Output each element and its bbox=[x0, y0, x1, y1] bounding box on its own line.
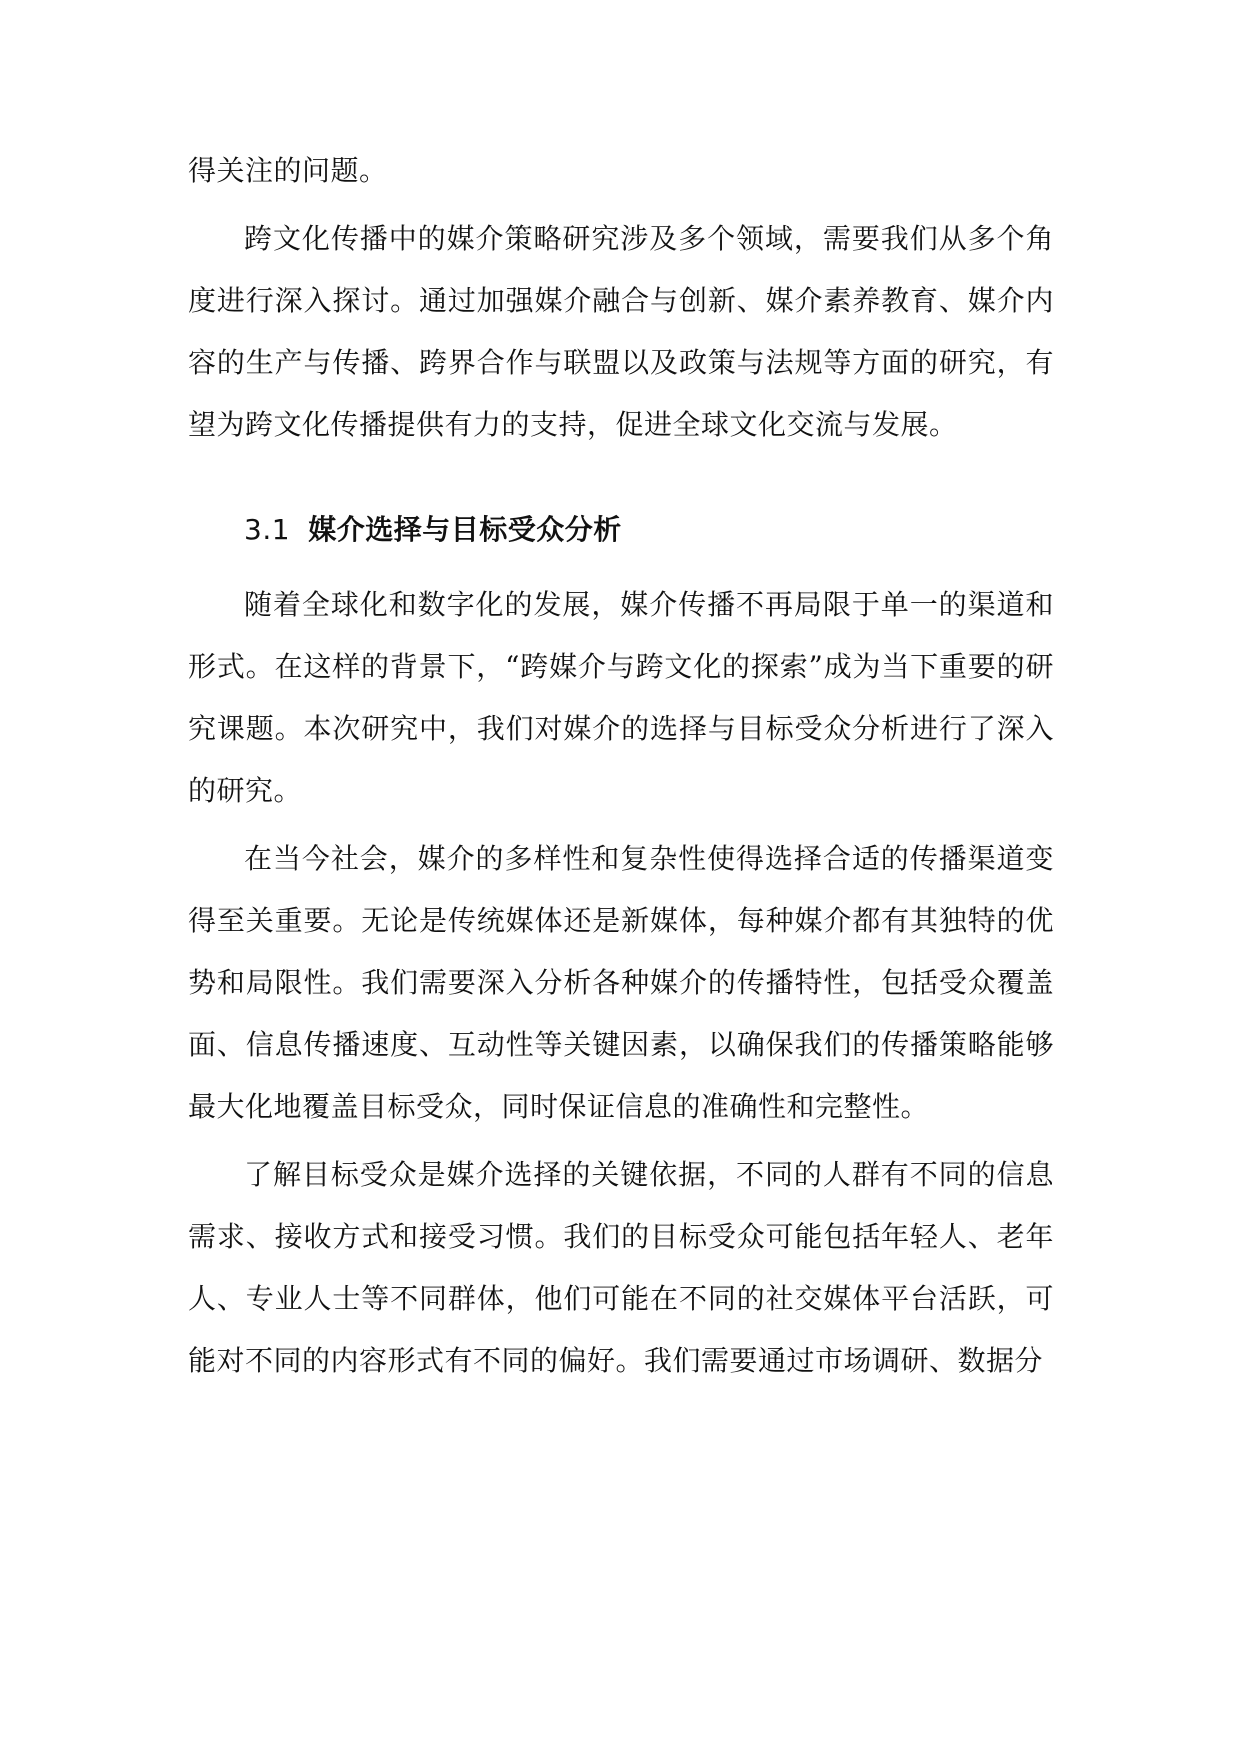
section-heading bbox=[188, 500, 1054, 560]
continuation-paragraph: 得关注的问题。 bbox=[188, 154, 388, 187]
paragraph-media-diversity: 在当今社会，媒介的多样性和复杂性使得选择合适的传播渠道变得至关重要。无论是传统媒体还是新媒体，每种媒介都有其独特的优势和局限性。我们需要深入分析各种媒介的传播特性，包括受众覆盖面、信息传播速度、互动性等关键因素，以确保我们的传播策略能够最大化地覆盖目标受众，同时保证信息的准确性和完整性。 bbox=[188, 842, 1054, 1123]
paragraph-globalization: 随着全球化和数字化的发展，媒介传播不再局限于单一的渠道和形式。在这样的背景下，“跨媒介与跨文化的探索”成为当下重要的研究课题。本次研究中，我们对媒介的选择与目标受众分析进行了深入的研究。 bbox=[188, 588, 1054, 807]
paragraph-target-audience: 了解目标受众是媒介选择的关键依据，不同的人群有不同的信息需求、接收方式和接受习惯。我们的目标受众可能包括年轻人、老年人、专业人士等不同群体，他们可能在不同的社交媒体平台活跃，可能对不同的内容形式有不同的偏好。我们需要通过市场调研、数据分 bbox=[188, 1158, 1054, 1377]
section-title: 媒介选择与目标受众分析 bbox=[308, 513, 622, 546]
section-number: 3.1 bbox=[244, 513, 291, 546]
document-body bbox=[188, 140, 1054, 1392]
paragraph-media-strategy: 跨文化传播中的媒介策略研究涉及多个领域，需要我们从多个角度进行深入探讨。通过加强媒介融合与创新、媒介素养教育、媒介内容的生产与传播、跨界合作与联盟以及政策与法规等方面的研究，有望为跨文化传播提供有力的支持，促进全球文化交流与发展。 bbox=[188, 222, 1054, 441]
